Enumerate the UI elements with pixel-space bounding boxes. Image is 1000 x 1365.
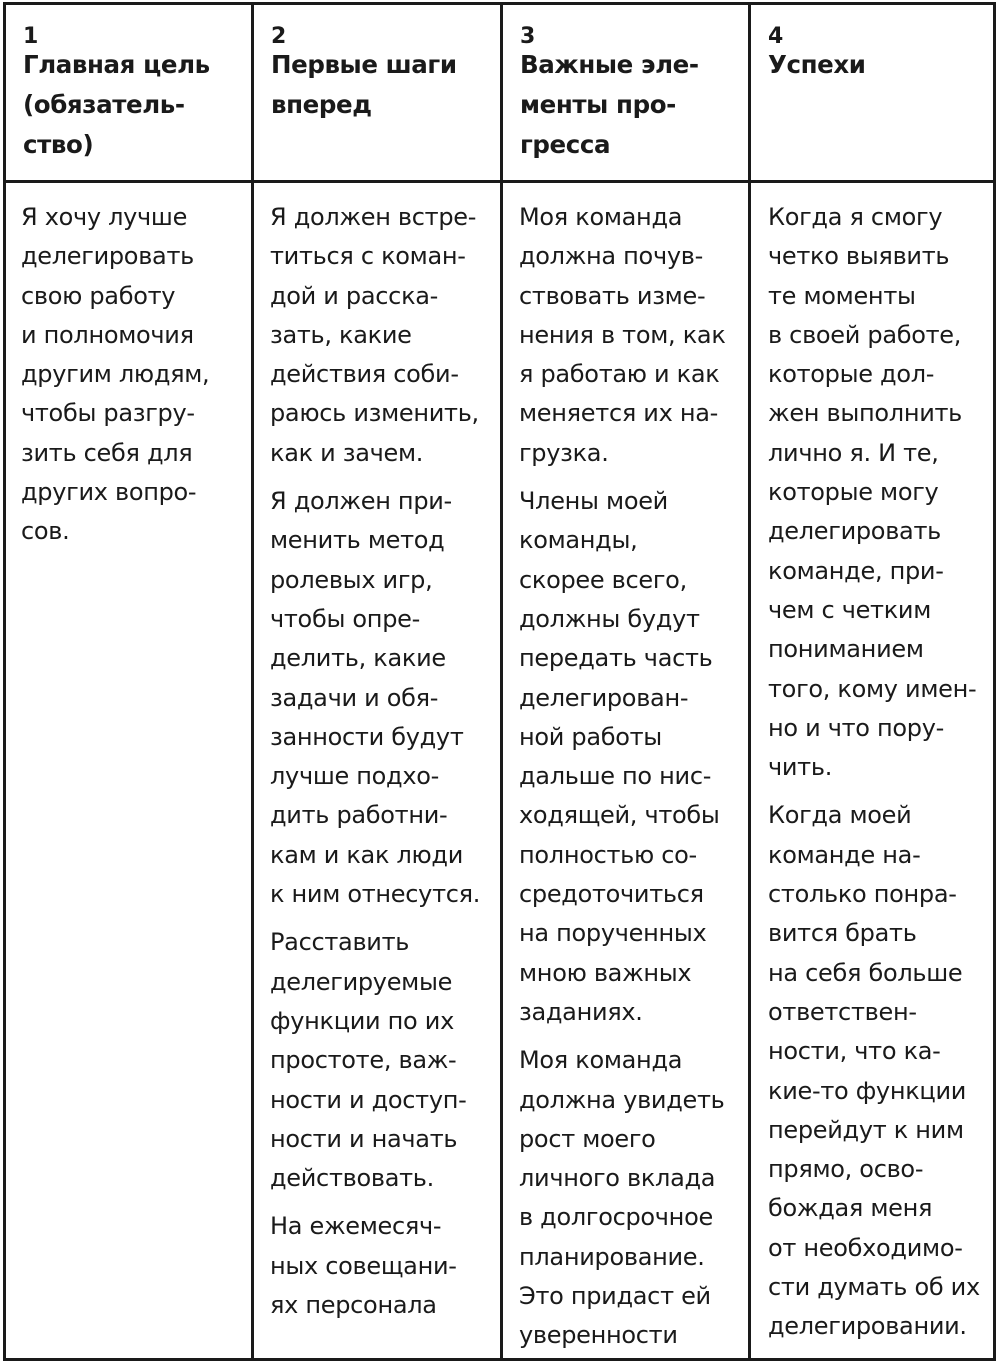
column-number: 4 <box>768 24 783 49</box>
text-line: Это придаст ей <box>519 1282 711 1311</box>
text-line: Расставить <box>270 928 410 957</box>
text-line: которые дол- <box>768 360 935 389</box>
text-line: но и что пору- <box>768 713 944 742</box>
column-1-body <box>21 198 249 561</box>
text-line: функции по их <box>270 1006 454 1035</box>
text-line: чем с четким <box>768 595 932 624</box>
text-line: команды, <box>519 526 638 555</box>
column-3-header <box>520 21 745 165</box>
text-line: Я хочу лучше <box>21 203 188 231</box>
cell-paragraph <box>270 198 498 473</box>
text-line: я работаю и как <box>519 360 720 389</box>
cell-paragraph <box>270 923 498 1198</box>
text-line: того, кому имен- <box>768 674 977 703</box>
text-line: задачи и обя- <box>270 683 439 712</box>
text-line: должна почув- <box>519 242 703 271</box>
text-line: как и зачем. <box>270 438 424 467</box>
column-2-body <box>270 198 498 1334</box>
column-number: 1 <box>23 24 38 49</box>
text-line: бождая меня <box>768 1194 933 1223</box>
text-line: чтобы опре- <box>270 604 420 633</box>
text-line: пониманием <box>768 635 924 664</box>
text-line: полностью со- <box>519 840 697 869</box>
column-title-line: Важные эле- <box>520 50 699 79</box>
cell-paragraph <box>519 482 747 1032</box>
column-divider-2 <box>500 5 503 1358</box>
text-line: свою работу <box>21 281 176 310</box>
text-line: ности и доступ- <box>270 1085 467 1114</box>
cell-paragraph <box>519 198 747 473</box>
text-line: чтобы разгру- <box>21 399 195 428</box>
text-line: титься с коман- <box>270 242 466 271</box>
text-line: ности, что ка- <box>768 1037 941 1066</box>
column-title-line: менты про- <box>520 90 676 119</box>
column-3-body <box>519 198 747 1365</box>
text-line: делегировать <box>21 242 194 271</box>
text-line: которые могу <box>768 478 939 507</box>
text-line: делегирован- <box>519 683 689 712</box>
text-line: вится брать <box>768 919 917 948</box>
text-line: перейдут к ним <box>768 1115 964 1144</box>
text-line: делегировании. <box>768 1312 967 1341</box>
column-title-line: Успехи <box>768 50 866 79</box>
text-line: ходящей, чтобы <box>519 801 720 830</box>
text-line: действия соби- <box>270 360 459 389</box>
text-line: Когда моей <box>768 801 912 830</box>
column-4-header <box>768 21 993 85</box>
text-line: команде на- <box>768 840 921 869</box>
text-line: чить. <box>768 753 833 782</box>
text-line: кам и как люди <box>270 840 464 869</box>
text-line: на порученных <box>519 919 707 948</box>
text-line: личного вклада <box>519 1164 716 1193</box>
text-line: Я должен встре- <box>270 203 477 231</box>
text-line: занности будут <box>270 722 464 751</box>
cell-paragraph <box>519 1041 747 1355</box>
column-2-header <box>271 21 497 125</box>
column-title-line: вперед <box>271 90 372 119</box>
text-line: передать часть <box>519 644 713 673</box>
text-line: лично я. И те, <box>768 438 939 467</box>
column-divider-1 <box>251 5 254 1358</box>
text-line: зать, какие <box>270 320 412 349</box>
text-line: дой и расска- <box>270 281 439 310</box>
cell-paragraph <box>768 198 996 787</box>
text-line: ролевых игр, <box>270 565 433 594</box>
text-line: других вопро- <box>21 478 197 507</box>
text-line: Члены моей <box>519 487 668 516</box>
text-line: жен выполнить <box>768 399 963 428</box>
text-line: ответствен- <box>768 997 917 1026</box>
text-line: раюсь изменить, <box>270 399 479 428</box>
text-line: команде, при- <box>768 556 944 585</box>
text-line: делегировать <box>768 517 941 546</box>
text-line: и полномочия <box>21 320 194 349</box>
text-line: должны будут <box>519 604 700 633</box>
text-line: сти думать об их <box>768 1273 980 1302</box>
text-line: от необходимо- <box>768 1233 963 1262</box>
text-line: планирование. <box>519 1242 705 1271</box>
text-line: прямо, осво- <box>768 1155 924 1184</box>
text-line: кие-то функции <box>768 1076 967 1105</box>
column-4-body <box>768 198 996 1356</box>
text-line: дить работни- <box>270 801 448 830</box>
text-line: четко выявить <box>768 242 950 271</box>
column-number: 2 <box>271 24 286 49</box>
column-title-line: гресса <box>520 130 611 159</box>
text-line: делегируемые <box>270 967 453 996</box>
text-line: в своей работе, <box>768 320 962 349</box>
text-line: те моменты <box>768 281 916 310</box>
text-line: уверенности <box>519 1321 678 1350</box>
column-title-line: Первые шаги <box>271 50 457 79</box>
column-divider-3 <box>748 5 751 1358</box>
text-line: ных совещани- <box>270 1251 457 1280</box>
text-line: в долгосрочное <box>519 1203 713 1232</box>
text-line: должна увидеть <box>519 1085 725 1114</box>
column-title-line: ство) <box>23 130 94 159</box>
text-line: средоточиться <box>519 880 704 909</box>
text-line: нения в том, как <box>519 320 726 349</box>
text-line: к ним отнесутся. <box>270 880 481 909</box>
column-title-line: (обязатель- <box>23 90 185 119</box>
text-line: Когда я смогу <box>768 203 943 231</box>
text-line: Моя команда <box>519 1046 683 1075</box>
text-line: другим людям, <box>21 360 210 389</box>
text-line: действовать. <box>270 1164 434 1193</box>
text-line: мною важных <box>519 958 692 987</box>
text-line: зить себя для <box>21 438 193 467</box>
cell-paragraph <box>21 198 249 552</box>
text-line: лучше подхо- <box>270 762 439 791</box>
text-line: простоте, важ- <box>270 1046 457 1075</box>
text-line: делить, какие <box>270 644 446 673</box>
column-1-header <box>23 21 248 165</box>
text-line: Я должен при- <box>270 487 452 516</box>
text-line: рост моего <box>519 1124 656 1153</box>
cell-paragraph <box>768 796 996 1346</box>
text-line: ствовать изме- <box>519 281 706 310</box>
text-line: ях персонала <box>270 1291 437 1320</box>
text-line: на себя больше <box>768 958 963 987</box>
text-line: На ежемесяч- <box>270 1212 442 1241</box>
cell-paragraph <box>270 482 498 914</box>
text-line: скорее всего, <box>519 565 687 594</box>
text-line: ной работы <box>519 722 662 751</box>
cell-paragraph <box>270 1207 498 1325</box>
text-line: дальше по нис- <box>519 762 712 791</box>
goals-table <box>3 2 996 1361</box>
text-line: заданиях. <box>519 997 643 1026</box>
column-title-line: Главная цель <box>23 50 210 79</box>
text-line: ности и начать <box>270 1124 458 1153</box>
text-line: грузка. <box>519 438 609 467</box>
text-line: столько понра- <box>768 880 957 909</box>
text-line: Моя команда <box>519 203 683 231</box>
text-line: меняется их на- <box>519 399 718 428</box>
text-line: менить метод <box>270 526 445 555</box>
text-line: сов. <box>21 517 70 546</box>
column-number: 3 <box>520 24 535 49</box>
